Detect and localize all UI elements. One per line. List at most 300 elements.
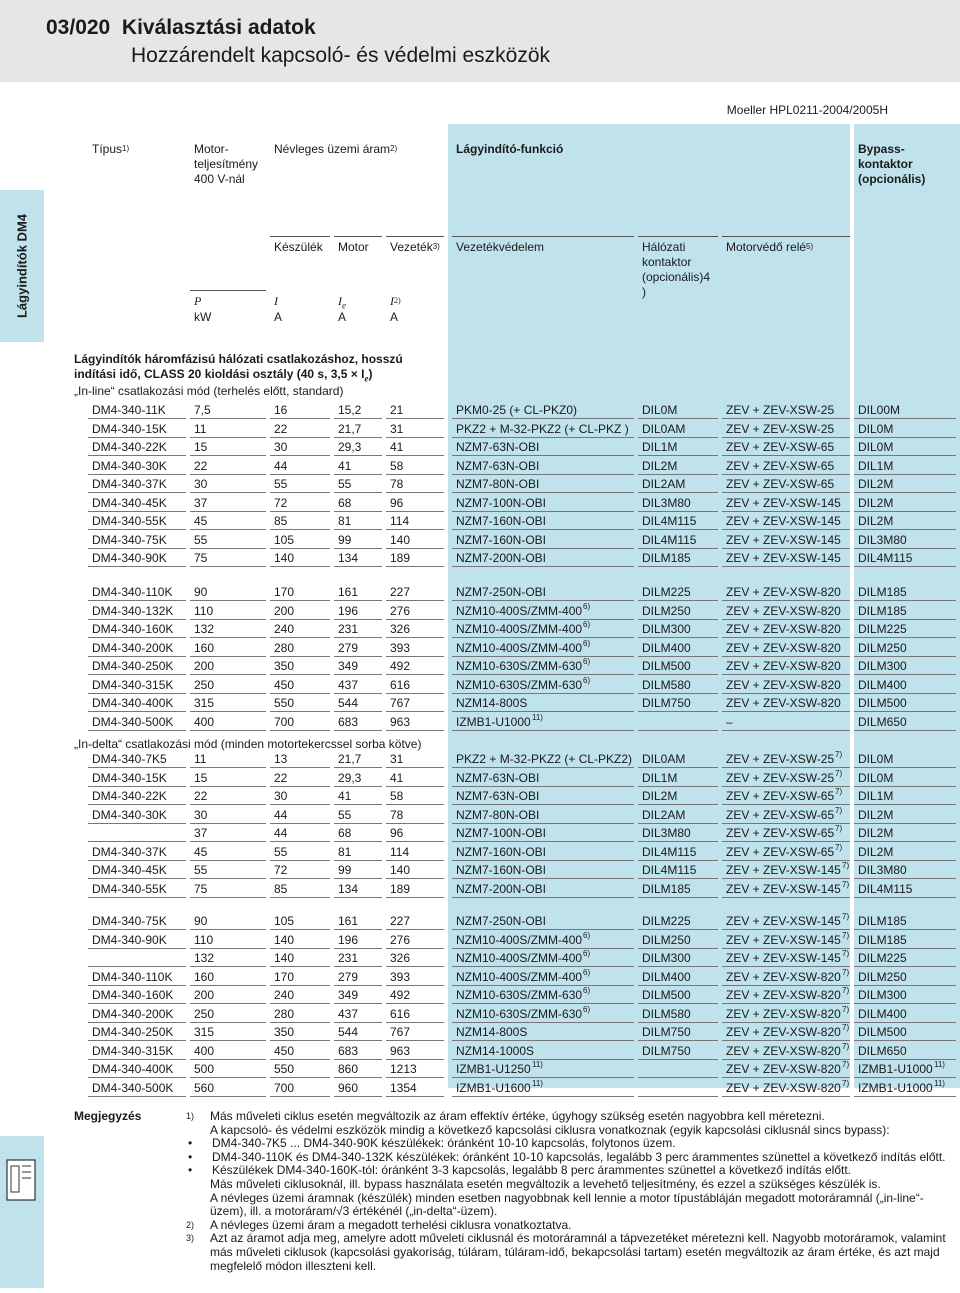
col-motor-relay-header: Motorvédő relé$^{5)}$ [726,240,814,254]
cell-bypass: DILM185 [858,932,907,947]
row-rule [452,1096,634,1097]
cell-bypass: DIL2M [858,477,894,491]
cell-prot-footnote: 6) [583,620,591,629]
col-motor-header: Motor [338,240,369,254]
soft-starter-device-icon [0,1136,44,1288]
table-row [0,713,960,731]
cell-ie: 15,2 [338,403,362,417]
cell-i2: 58 [390,458,404,473]
notes-body [186,1110,956,1273]
cell-bypass: DILM185 [858,603,907,618]
cell-type: DM4-340-22K [92,789,167,803]
cell-relay: ZEV + ZEV-XSW-820 [726,1062,841,1076]
cell-relay-footnote: 7) [835,842,843,852]
cell-ie: 134 [338,881,359,896]
table-row [0,949,960,967]
cell-prot-footnote: 11) [532,712,543,722]
cell-relay-footnote: 7) [842,1078,850,1088]
row-rule [386,1096,444,1097]
cell-type: DM4-340-55K [92,881,167,896]
table-row [0,531,960,549]
note-item [186,1151,956,1165]
cell-i2: 227 [390,914,411,928]
table-row [0,986,960,1004]
cell-prot-footnote: 6) [583,1004,591,1014]
row-rule [638,1096,718,1097]
row-rule [88,730,186,731]
cell-p: 75 [194,551,208,565]
cell-i: 44 [274,807,288,822]
note-key [186,1124,210,1138]
cell-ie: 55 [338,477,352,491]
table-row [0,475,960,493]
cell-relay: ZEV + ZEV-XSW-820 [726,1043,841,1058]
cell-i2: 114 [390,844,410,859]
cell-ie: 41 [338,458,352,473]
cell-p: 90 [194,585,208,599]
cell-p: 15 [194,440,208,454]
cell-type: DM4-340-250K [92,659,174,673]
note-text: A névleges üzemi áramnak (készülék) minden esetben nagyobbnak kell lennie a motor típustábláján megadott motoráramnál („in-line“-üzem), ill. a motoráram/√3 értékénél („in-delta“-üzem). [210,1190,924,1219]
cell-relay-footnote: 7) [842,1060,850,1069]
cell-bypass: DIL0M [858,440,894,454]
cell-prot: PKZ2 + M-32-PKZ2 (+ CL-PKZ ) [456,421,629,436]
cell-relay: ZEV + ZEV-XSW-65 [726,440,835,454]
cell-prot-footnote: 6) [583,657,591,666]
cell-prot: NZM10-630S/ZMM-630 [456,988,583,1002]
cell-prot: NZM10-630S/ZMM-630 [456,1006,583,1021]
cell-i: 700 [274,714,295,729]
cell-relay: ZEV + ZEV-XSW-145 [726,932,841,947]
cell-bypass: DILM185 [858,585,907,599]
row-rule [334,730,382,731]
cell-i2: 1213 [390,1062,417,1076]
table-row [0,549,960,567]
cell-i2: 140 [390,532,411,547]
cell-ie: 161 [338,914,359,928]
table-row [0,1042,960,1060]
cell-bypass: DIL2M [858,807,894,822]
cell-i2: 41 [390,440,404,454]
symbol-i2: $I^{2)}$ [390,294,401,308]
cell-relay-footnote: 7) [842,986,850,995]
cell-type: DM4-340-45K [92,495,167,510]
cell-ie: 231 [338,622,359,636]
note-text: Készülékek DM4-340-160K-tól: óránként 3-3 kapcsolás, legalább 8 perc árammentes szünettel a következő indítás előtt. [212,1163,852,1178]
cell-p: 200 [194,659,215,673]
col-line-protection-header: Vezetékvédelem [456,240,545,254]
cell-type: DM4-340-45K [92,863,167,877]
cell-bypass: DIL0M [858,421,894,436]
cell-ie: 437 [338,1006,359,1021]
cell-relay: ZEV + ZEV-XSW-145 [726,551,841,565]
cell-p: 200 [194,988,215,1002]
row-rule [334,1096,382,1097]
cell-relay: ZEV + ZEV-XSW-820 [726,1006,841,1021]
cell-mc: DILM225 [642,914,691,928]
cell-type: DM4-340-110K [92,585,173,599]
cell-mc: DIL0AM [642,421,686,436]
cell-i2: 276 [390,932,411,947]
cell-relay-footnote: 7) [842,930,850,940]
cell-prot: NZM7-250N-OBI [456,585,547,599]
row-rule [88,1096,186,1097]
cell-p: 22 [194,789,208,803]
cell-i: 240 [274,988,295,1002]
col-rated-current-header: Névleges üzemi áram$^{2)}$ [274,142,398,156]
cell-p: 132 [194,951,215,965]
cell-mc: DILM400 [642,969,691,984]
table-row [0,1005,960,1023]
cell-relay: ZEV + ZEV-XSW-820 [726,988,841,1002]
cell-bypass-footnote: 11) [934,1078,945,1088]
cell-type: DM4-340-315K [92,1043,174,1058]
cell-type: DM4-340-500K [92,1080,174,1095]
table-row [0,1060,960,1078]
cell-i2: 616 [390,1006,411,1021]
cell-prot: PKM0-25 (+ CL-PKZ0) [456,403,578,417]
cell-mc: DILM580 [642,1006,691,1021]
cell-i: 170 [274,585,295,599]
table-row [0,769,960,787]
cell-relay-footnote: 7) [835,805,843,815]
cell-prot: NZM7-250N-OBI [456,914,547,928]
row-rule [854,566,956,567]
cell-relay-footnote: 7) [842,949,850,958]
cell-relay: ZEV + ZEV-XSW-145 [726,863,841,877]
cell-relay: ZEV + ZEV-XSW-820 [726,696,841,710]
row-rule [88,566,186,567]
cell-bypass: DILM400 [858,1006,907,1021]
cell-ie: 544 [338,696,359,710]
cell-p: 132 [194,622,215,636]
table-row [0,1023,960,1041]
cell-bypass: IZMB1-U1000 [858,1062,933,1076]
cell-i2: 326 [390,951,411,965]
cell-bypass: DILM500 [858,1025,907,1039]
cell-ie: 161 [338,585,359,599]
cell-mc: DILM185 [642,551,691,565]
cell-i: 350 [274,659,295,673]
cell-i2: 114 [390,514,410,528]
cell-mc: DIL1M [642,770,678,785]
notes-label: Megjegyzés [74,1109,142,1123]
cell-prot: NZM7-160N-OBI [456,863,547,877]
cell-i: 30 [274,789,288,803]
cell-i2: 189 [390,881,411,896]
note-text: Más műveleti ciklus esetén megváltozik az áram effektív értéke, úgyhogy szükség esetén nagyobbra kell méretezni. [210,1109,825,1123]
cell-mc: DILM580 [642,677,691,692]
cell-type: DM4-340-500K [92,714,174,729]
cell-bypass: DILM650 [858,1043,907,1058]
row-rule [270,1096,330,1097]
cell-i: 450 [274,1043,295,1058]
table-row [0,1079,960,1097]
cell-i: 105 [274,532,295,547]
cell-ie: 279 [338,640,359,655]
page-subtitle: Hozzárendelt kapcsoló- és védelmi eszközök [131,44,551,67]
note-item [186,1164,956,1178]
cell-i2: 140 [390,863,411,877]
row-rule [334,566,382,567]
cell-i2: 616 [390,677,411,692]
table-row [0,620,960,638]
row-rule [190,730,266,731]
cell-mc: DIL2M [642,458,678,473]
cell-bypass: DIL4M115 [858,881,913,896]
cell-relay: ZEV + ZEV-XSW-820 [726,640,841,655]
cell-prot: IZMB1-U1600 [456,1080,531,1095]
cell-prot: NZM10-400S/ZMM-400 [456,640,583,655]
cell-prot: NZM7-63N-OBI [456,789,540,803]
row-rule [638,897,718,898]
note-key: 3) [186,1233,195,1244]
cell-ie: 134 [338,551,359,565]
row-rule [854,730,956,731]
cell-i2: 78 [390,807,404,822]
cell-bypass: DIL3M80 [858,532,907,547]
cell-ie: 21,7 [338,752,362,766]
cell-relay-footnote: 7) [835,787,843,796]
note-item [186,1178,956,1192]
cell-relay: ZEV + ZEV-XSW-820 [726,677,841,692]
cell-i: 105 [274,914,295,928]
row-rule [722,897,850,898]
cell-prot: NZM7-160N-OBI [456,844,547,859]
col-motor-power-header: Motor- teljesítmény 400 V-nál [194,142,259,186]
cell-prot: NZM14-800S [456,1025,528,1039]
cell-p: 37 [194,495,208,510]
cell-mc: DILM225 [642,585,691,599]
cell-i: 280 [274,640,295,655]
cell-i: 450 [274,677,295,692]
note-text: Azt az áramot adja meg, amelyre adott műveleti ciklusnál és motoráramnál a tápvezetéket méretezni kell. Nagyobb motoráramok, valamint más műveleti ciklusok (kapcsolási gyakoriság, túláram, túláram-idő, bekapcsolási tartam) esetén megváltozik az áram értéke, és azt majd megfelelő módon illeszteni kell. [210,1231,946,1273]
cell-p: 37 [194,826,208,840]
cell-i: 72 [274,863,288,877]
row-rule [386,566,444,567]
table-row [0,494,960,512]
cell-type: DM4-340-15K [92,421,167,436]
cell-type: DM4-340-15K [92,770,167,785]
cell-i: 16 [274,403,288,417]
cell-i2: 963 [390,714,411,729]
cell-prot: NZM14-1000S [456,1043,535,1058]
cell-prot: NZM10-630S/ZMM-630 [456,677,583,692]
cell-relay: ZEV + ZEV-XSW-145 [726,914,841,928]
cell-type: DM4-340-37K [92,844,167,859]
cell-ie: 196 [338,603,359,618]
note-item [186,1219,956,1233]
cell-i: 85 [274,514,288,528]
table-row [0,843,960,861]
cell-i2: 21 [390,403,404,417]
cell-ie: 231 [338,951,359,965]
table-row [0,968,960,986]
cell-type: DM4-340-200K [92,1006,174,1021]
cell-prot: NZM10-400S/ZMM-400 [456,603,583,618]
cell-prot: NZM14-800S [456,696,528,710]
cell-ie: 68 [338,826,352,840]
col-mains-contactor-header: Hálózati kontaktor (opcionális)4 ) [642,240,711,299]
row-rule [722,1096,850,1097]
table-row [0,657,960,675]
cell-bypass: DILM650 [858,714,907,729]
cell-ie: 437 [338,677,359,692]
cell-i2: 58 [390,789,404,803]
cell-i2: 276 [390,603,411,618]
cell-relay: ZEV + ZEV-XSW-65 [726,477,835,491]
note-key: • [188,1163,193,1178]
cell-i2: 1354 [390,1080,417,1095]
cell-i: 140 [274,932,295,947]
cell-relay: ZEV + ZEV-XSW-820 [726,1025,841,1039]
cell-p: 30 [194,807,208,822]
note-key: 1) [186,1111,195,1121]
cell-type: DM4-340-160K [92,622,174,636]
cell-ie: 29,3 [338,440,362,454]
cell-relay-footnote: 7) [842,1023,850,1032]
cell-relay: ZEV + ZEV-XSW-145 [726,514,841,528]
cell-bypass: DIL4M115 [858,551,913,565]
cell-prot-footnote: 6) [583,638,591,648]
cell-prot: IZMB1-U1000 [456,714,531,729]
cell-type: DM4-340-250K [92,1025,174,1039]
note-key [186,1192,210,1219]
cell-mc: DILM300 [642,622,691,636]
cell-i: 22 [274,770,288,785]
cell-prot-footnote: 6) [583,949,591,958]
cell-mc: DIL0AM [642,752,686,766]
cell-relay: ZEV + ZEV-XSW-145 [726,881,841,896]
cell-p: 560 [194,1080,215,1095]
cell-prot: NZM7-200N-OBI [456,551,547,565]
cell-p: 55 [194,863,208,877]
cell-i: 85 [274,881,288,896]
cell-relay: ZEV + ZEV-XSW-25 [726,770,835,785]
cell-type: DM4-340-11K [92,403,166,417]
cell-prot: IZMB1-U1250 [456,1062,531,1076]
cell-type: DM4-340-90K [92,932,167,947]
cell-relay: ZEV + ZEV-XSW-820 [726,603,841,618]
cell-type: DM4-340-200K [92,640,174,655]
note-text: DM4-340-110K és DM4-340-132K készülékek: óránként 10-10 kapcsolás, legalább 3 perc árammentes szünettel a következő indítás előtt. [212,1149,946,1164]
cell-mc: DIL4M115 [642,514,697,528]
unit-a-cable: A [390,310,399,324]
cell-mc: DIL2AM [642,477,686,491]
row-rule [190,1096,266,1097]
table-row [0,676,960,694]
cell-ie: 29,3 [338,770,362,785]
cell-i2: 31 [390,421,404,436]
page-title: 03/020 Kiválasztási adatok [46,16,316,39]
cell-i2: 393 [390,640,411,655]
cell-type: DM4-340-400K [92,1062,174,1076]
cell-mc: DILM500 [642,659,691,673]
cell-i2: 78 [390,477,404,491]
cell-i: 55 [274,844,288,859]
note-key [186,1178,210,1192]
row-rule [386,730,444,731]
cell-relay-footnote: 7) [842,879,850,889]
cell-ie: 68 [338,495,352,510]
row-rule [722,566,850,567]
device-icon-box [0,1136,44,1288]
cell-prot: NZM7-63N-OBI [456,770,540,785]
row-rule [452,897,634,898]
cell-bypass: DILM225 [858,951,907,965]
cell-mc: DILM750 [642,1025,691,1039]
unit-a-motor: A [338,310,347,324]
table-row [0,401,960,419]
cell-mc: DIL2M [642,789,678,803]
cell-prot: NZM7-160N-OBI [456,514,547,528]
cell-i: 170 [274,969,295,984]
cell-relay: ZEV + ZEV-XSW-25 [726,403,835,417]
cell-mc: DIL3M80 [642,495,691,510]
cell-i2: 96 [390,495,404,510]
cell-relay-footnote: 7) [842,912,850,921]
row-rule [854,897,956,898]
cell-relay: ZEV + ZEV-XSW-820 [726,969,841,984]
note-text: DM4-340-7K5 ... DM4-340-90K készülékek: óránként 10-10 kapcsolás, folytonos üzem. [212,1136,676,1151]
cell-prot: NZM7-80N-OBI [456,807,540,822]
document-reference: Moeller HPL0211-2004/2005H [726,103,888,117]
table-row [0,750,960,768]
cell-type: DM4-340-75K [92,532,167,547]
cell-prot: NZM10-400S/ZMM-400 [456,969,583,984]
section-title: Lágyindítók háromfázisú hálózati csatlakozáshoz, hosszú indítási idő, CLASS 20 kioldási osztály (40 s, $3,5 \times I_e$) [74,352,403,384]
cell-ie: 99 [338,863,352,877]
cell-type: DM4-340-22K [92,440,167,454]
cell-prot: NZM7-63N-OBI [456,440,540,454]
cell-i: 55 [274,477,288,491]
cell-mc: DIL0M [642,403,678,417]
cell-relay: ZEV + ZEV-XSW-820 [726,1080,841,1095]
cell-relay-footnote: 7) [842,1004,850,1014]
cell-prot: NZM7-63N-OBI [456,458,540,473]
cell-mc: DIL4M115 [642,863,697,877]
cell-bypass: DIL2M [858,844,894,859]
table-row [0,457,960,475]
table-row [0,787,960,805]
table-row [0,420,960,438]
cell-prot-footnote: 6) [583,967,591,977]
cell-type: DM4-340-90K [92,551,167,565]
cell-bypass: DIL1M [858,458,894,473]
cell-prot-footnote: 6) [583,675,591,685]
cell-i2: 96 [390,826,404,840]
cell-p: 110 [194,603,214,618]
cell-ie: 81 [338,514,352,528]
cell-type: DM4-340-400K [92,696,174,710]
note-item [186,1192,956,1219]
cell-type: DM4-340-75K [92,914,167,928]
cell-ie: 860 [338,1062,359,1076]
symbol-p: P [194,294,202,308]
cell-mc: DIL1M [642,440,678,454]
cell-bypass: IZMB1-U1000 [858,1080,933,1095]
cell-relay: ZEV + ZEV-XSW-65 [726,458,835,473]
col-soft-start-header: Lágyindító-funkció [456,142,564,156]
cell-prot: NZM7-200N-OBI [456,881,547,896]
cell-i2: 41 [390,770,404,785]
row-rule [638,730,718,731]
cell-ie: 349 [338,988,359,1002]
cell-p: 45 [194,844,208,859]
cell-prot-footnote: 11) [532,1078,543,1088]
cell-i: 140 [274,951,295,965]
cell-bypass: DILM250 [858,969,907,984]
